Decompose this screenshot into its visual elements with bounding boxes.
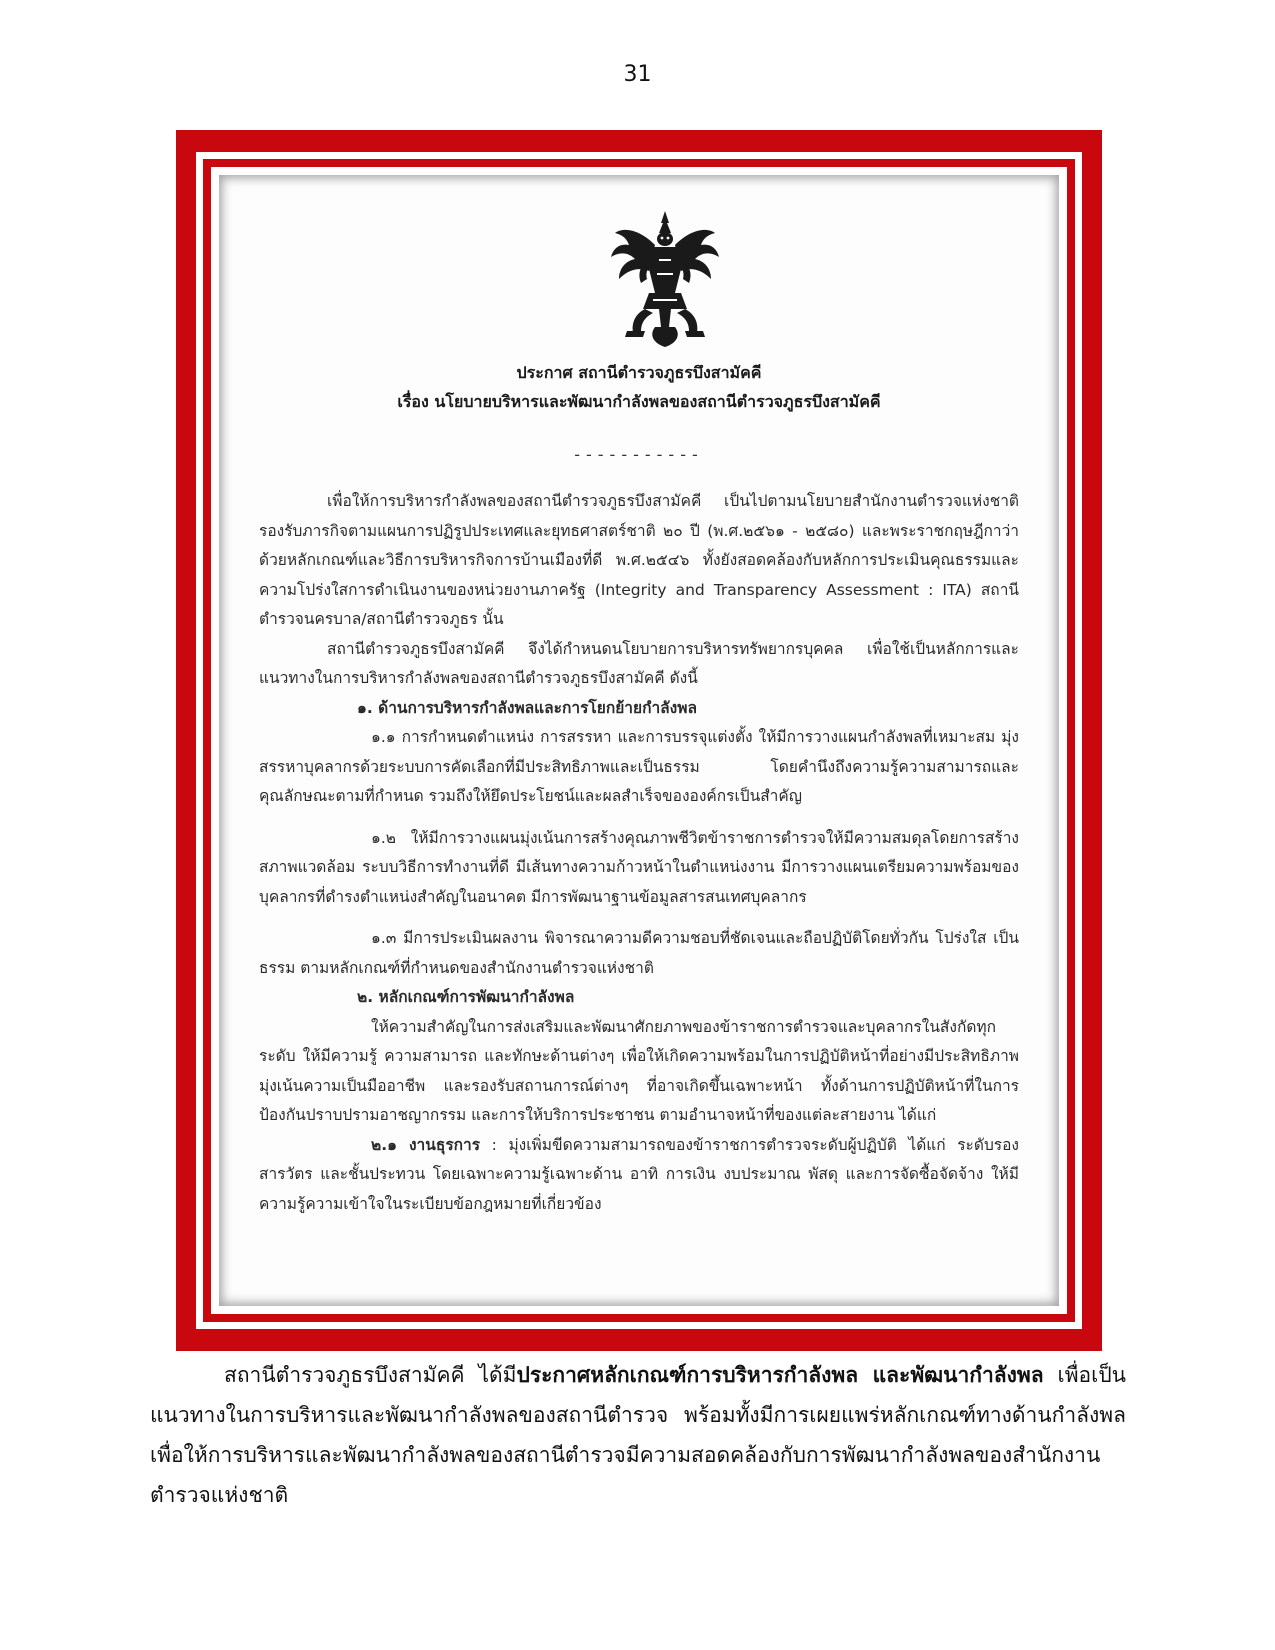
announcement-subject: เรื่อง นโยบายบริหารและพัฒนากำลังพลของสถานีตำรวจภูธรบึงสามัคคี	[397, 392, 881, 411]
item-1-3: ๑.๓ มีการประเมินผลงาน พิจารณาความดีความชอบที่ชัดเจนและถือปฏิบัติโดยทั่วกัน โปร่งใส เป็นธรรม ตามหลักเกณฑ์ที่กำหนดของสำนักงานตำรวจแห่งชาติ	[259, 929, 1019, 977]
section-1-heading: ๑. ด้านการบริหารกำลังพลและการโยกย้ายกำลังพล	[357, 698, 697, 717]
item-2-1-label: ๒.๑ งานธุรการ	[371, 1135, 481, 1154]
summary-text-2: เพื่อเป็นแนวทางในการบริหารและพัฒนากำลังพลของสถานีตำรวจ พร้อมทั้งมีการเผยแพร่หลักเกณฑ์ทางด้านกำลังพลเพื่อให้การบริหารและพัฒนากำลังพลของสถานีตำรวจมีความสอดคล้องกับการพัฒนากำลังพลของสำนักงานตำรวจแห่งชาติ	[150, 1363, 1127, 1507]
item-2-1-text: : มุ่งเพิ่มขีดความสามารถของข้าราชการตำรวจระดับผู้ปฏิบัติ ได้แก่ ระดับรองสารวัตร และชั้นประทวน โดยเฉพาะความรู้เฉพาะด้าน อาทิ การเงิน งบประมาณ พัสดุ และการจัดซื้อจัดจ้าง ให้มีความรู้ความเข้าใจในระเบียบข้อกฎหมายที่เกี่ยวข้อง	[259, 1135, 1019, 1213]
intro-paragraph: เพื่อให้การบริหารกำลังพลของสถานีตำรวจภูธรบึงสามัคคี เป็นไปตามนโยบายสำนักงานตำรวจแห่งชาติ รองรับภารกิจตามแผนการปฏิรูปประเทศและยุทธศาสตร์ชาติ ๒๐ ปี (พ.ศ.๒๕๖๑ - ๒๕๘๐) และพระราชกฤษฎีกาว่าด้วยหลักเกณฑ์และวิธีการบริหารกิจการบ้านเมืองที่ดี พ.ศ.๒๕๔๖ ทั้งยังสอดคล้องกับหลักการประเมินคุณธรรมและความโปร่งใสการดำเนินงานของหน่วยงานภาครัฐ (Integrity and Transparency Assessment : ITA) สถานีตำรวจนครบาล/สถานีตำรวจภูธร นั้น	[259, 492, 1019, 628]
intro-paragraph-2: สถานีตำรวจภูธรบึงสามัคคี จึงได้กำหนดนโยบายการบริหารทรัพยากรบุคคล เพื่อใช้เป็นหลักการและแนวทางในการบริหารกำลังพลของสถานีตำรวจภูธรบึงสามัคคี ดังนี้	[259, 639, 1019, 687]
item-1-2: ๑.๒ ให้มีการวางแผนมุ่งเน้นการสร้างคุณภาพชีวิตข้าราชการตำรวจให้มีความสมดุลโดยการสร้างสภาพแวดล้อม ระบบวิธีการทำงานที่ดี มีเส้นทางความก้าวหน้าในตำแหน่งงาน มีการวางแผนเตรียมความพร้อมของบุคลากรที่ดำรงตำแหน่งสำคัญในอนาคต มีการพัฒนาฐานข้อมูลสารสนเทศบุคลากร	[259, 828, 1019, 906]
announcement-frame	[176, 130, 1102, 1351]
summary-bold-text: ประกาศหลักเกณฑ์การบริหารกำลังพล และพัฒนากำลังพล	[516, 1363, 1044, 1387]
section-2-heading: ๒. หลักเกณฑ์การพัฒนากำลังพล	[357, 988, 575, 1006]
garuda-emblem-icon	[609, 209, 721, 349]
title-separator: -----------	[574, 445, 704, 464]
summary-text-1: สถานีตำรวจภูธรบึงสามัคคี ได้มี	[224, 1363, 517, 1387]
announcement-body	[259, 487, 1019, 1219]
announcement-document	[219, 175, 1059, 1306]
announcement-title: ประกาศ สถานีตำรวจภูธรบึงสามัคคี	[516, 363, 762, 382]
summary-paragraph	[150, 1355, 1126, 1515]
item-1-1: ๑.๑ การกำหนดตำแหน่ง การสรรหา และการบรรจุแต่งตั้ง ให้มีการวางแผนกำลังพลที่เหมาะสม มุ่งสรรหาบุคลากรด้วยระบบการคัดเลือกที่มีประสิทธิภาพและเป็นธรรม โดยคำนึงถึงความรู้ความสามารถและคุณลักษณะตามที่กำหนด รวมถึงให้ยึดประโยชน์และผลสำเร็จขององค์กรเป็นสำคัญ	[259, 728, 1019, 805]
page-number: 31	[623, 62, 652, 87]
item-2-1	[259, 1131, 1019, 1220]
section-2-paragraph: ให้ความสำคัญในการส่งเสริมและพัฒนาศักยภาพของข้าราชการตำรวจและบุคลากรในสังกัดทุกระดับ ให้มีความรู้ ความสามารถ และทักษะด้านต่างๆ เพื่อให้เกิดความพร้อมในการปฏิบัติหน้าที่อย่างมีประสิทธิภาพ มุ่งเน้นความเป็นมืออาชีพ และรองรับสถานการณ์ต่างๆ ที่อาจเกิดขึ้นเฉพาะหน้า ทั้งด้านการปฏิบัติหน้าที่ในการป้องกันปราบปรามอาชญากรรม และการให้บริการประชาชน ตามอำนาจหน้าที่ของแต่ละสายงาน ได้แก่	[259, 1017, 1019, 1124]
